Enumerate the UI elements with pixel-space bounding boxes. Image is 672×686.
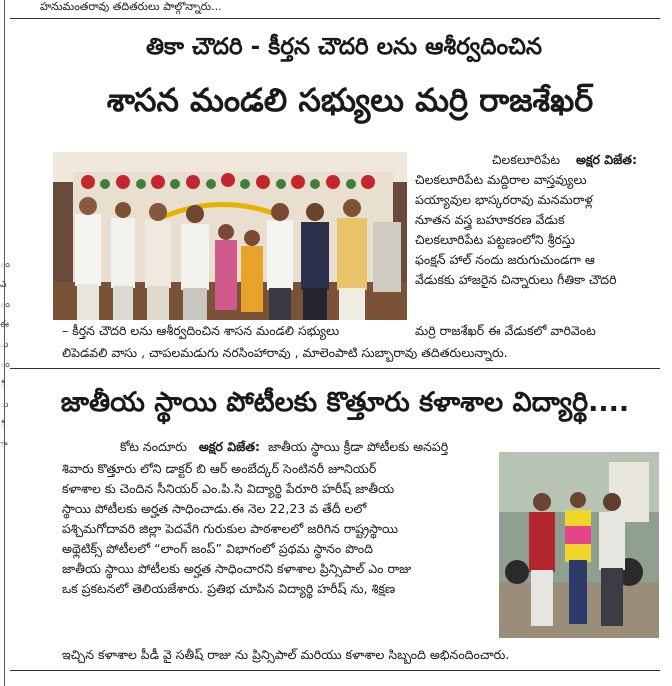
article2-line: జాతీయ స్థాయి పోటీలకు అర్హత సాధించారని కళాశాల ప్రిన్సిపాల్ ఎం రాజు [62, 561, 412, 576]
article2-byline-reporter: అక్షర విజేత: [198, 439, 260, 454]
article2-line: పశ్చిమగోదావరి జిల్లా పెదవేగి గురుకుల పాఠశాలలో జరిగిన రాష్ట్రస్థాయి [62, 521, 399, 536]
article1-right-line: నూతన వస్త్ర బహూకరణ వేడుక [415, 212, 565, 227]
section-divider [10, 368, 660, 369]
article2-line: జాతీయ స్థాయి క్రీడా పోటీలకు అనపర్తి [267, 439, 449, 454]
article1-right-line: పయ్యావుల భాస్కరరావు మనమరాళ్ల [415, 192, 593, 207]
article2-photo [499, 452, 659, 638]
article2-byline-place: కోట నందూరు [120, 439, 187, 454]
article2-byline [120, 437, 500, 457]
article2-line: ఒక ప్రకటనలో తెలియజేశారు. ప్రతిభ చూపిన విద్యార్థి హరీష్ ను, శిక్షణ [62, 581, 396, 596]
article2-last-line: ఇచ్చిన కళాశాల పీడీ వై సతీష్ రాజు ను ప్రిన్సిపాల్ మరియు కళాశాల సిబ్బంది అభినందించారు. [62, 647, 510, 662]
article2-body [62, 459, 494, 599]
article1-byline-place: చిలకలూరిపేట [491, 152, 560, 167]
section-divider [10, 18, 660, 19]
article1-headline-line1: తికా చౌదరి - కీర్తన చౌదరి లను ఆశీర్వదించిన [146, 34, 542, 60]
article2-headline: జాతీయ స్థాయి పోటీలకు కొత్తూరు కళాశాల విద్యార్థి.... [60, 387, 630, 418]
article1-right-line: చిలకలూరిపేట పట్టణంలోని శ్రీరస్తు [415, 232, 575, 247]
top-text-fragment: హనుమంతరావు తదితరులు పాల్గొన్నారు... [40, 0, 222, 13]
article1-right-line: ఫంక్షన్ హాల్ నందు జరుగుచుండగా ఆ [415, 252, 595, 267]
article2-line: అథ్లెటిక్స్ పోటీలలో “లాంగ్ జంప్” విభాగంలో ప్రథమ స్థానం పొంది [62, 541, 373, 556]
article1-photo [53, 152, 407, 320]
article1-full-line1-left: – కీర్తన చౌదరి లను ఆశీర్వదించిన శాసన మండలి సభ్యులు [62, 323, 340, 338]
article1-right-line: వేడుకకు హాజరైన చిన్నారులు గీతికా చౌదరి [415, 272, 617, 287]
article1-right-column [415, 170, 665, 290]
article1-full-line1-right: మర్రి రాజశేఖర్ ఈ వేడుకలో వారివెంట [415, 323, 596, 338]
article2-line: కళాశాల కు చెందిన సీనియర్ ఎం.పి.సి విద్యార్థి పేరూరి హరీష్ జాతీయ [62, 481, 395, 496]
article1-byline [415, 150, 665, 170]
article2-line: శివారు కొత్తూరు లోని డాక్టర్ బి ఆర్ అంబేద్కర్ సెంటినరీ జూనియర్ [62, 461, 377, 476]
article2-line: స్థాయి పోటీలకు అర్హత సాధించాడు.ఈ నెల 22,23 వ తేదీ లలో [62, 501, 367, 516]
article1-headline-line2: శాసన మండలి సభ్యులు మర్రి రాజశేఖర్ [106, 81, 594, 119]
article1-right-line: చిలకలూరిపేట మద్దిరాల వాస్తవ్యులు [415, 172, 587, 187]
section-divider [10, 670, 660, 671]
article1-full-line2: లిపెడవలి వాసు , చాపలమడుగు నరసింహారావు , మాలెంపాటి సుబ్బారావు తదితరులున్నారు. [62, 345, 508, 360]
adjacent-column-fragment: ం ఎ ం ఈ ు ం ి ు ి ా [0, 260, 10, 450]
article1-byline-reporter: అక్షర విజేత: [575, 152, 638, 167]
